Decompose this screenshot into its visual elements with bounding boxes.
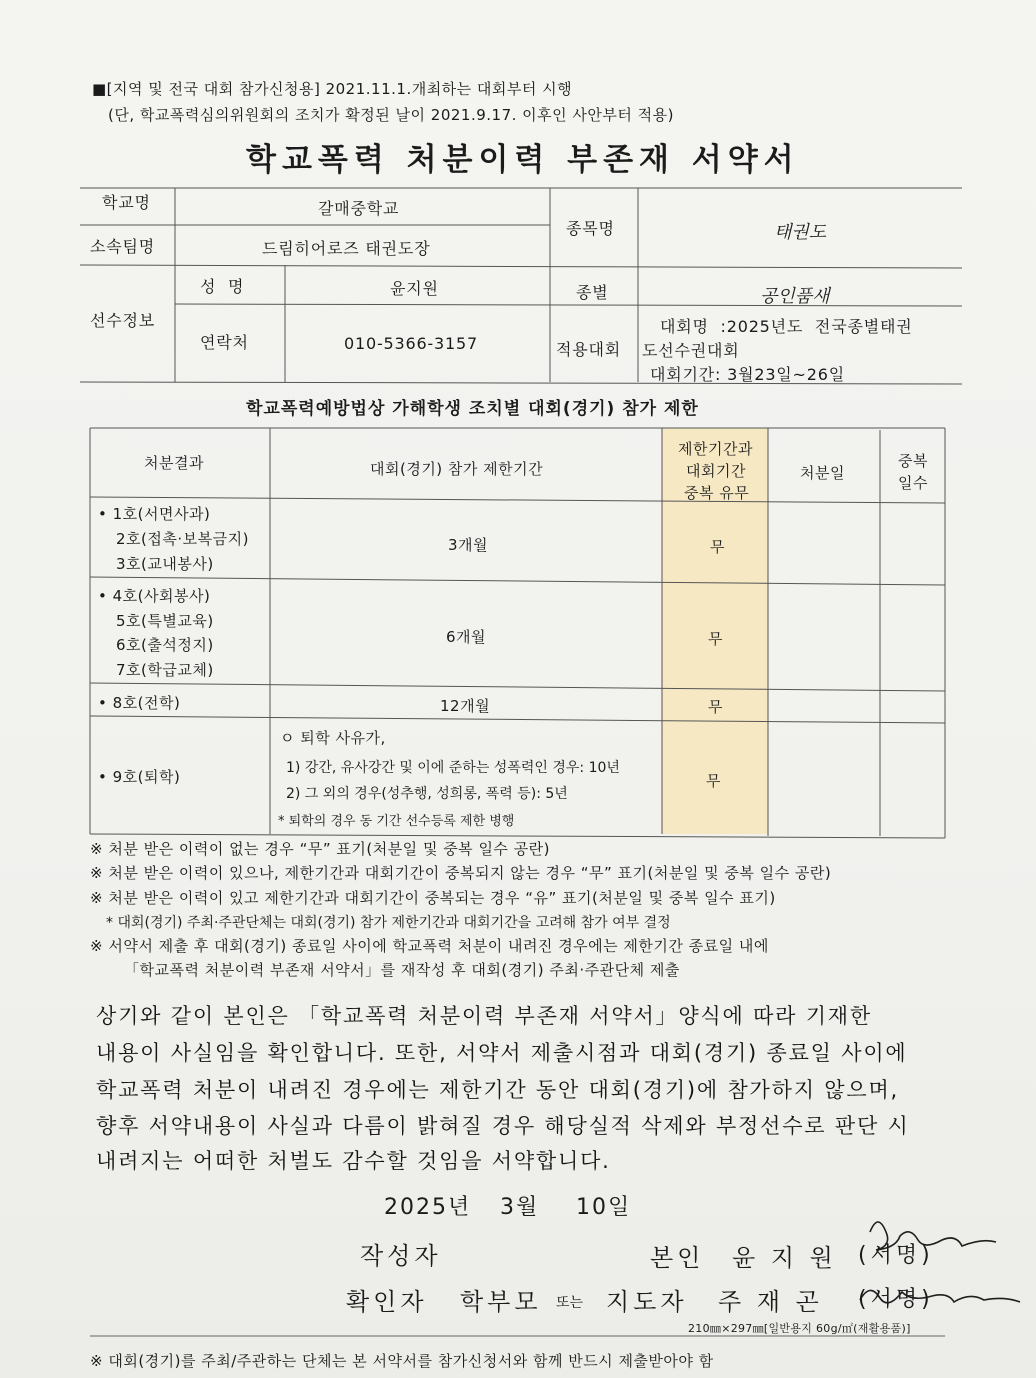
or-label: 또는 [556,1295,584,1311]
applied-competition-label: 적용대회 [556,340,622,359]
guide-sign-label: (서명) [858,1287,934,1312]
self-name: 윤 지 원 [732,1244,837,1272]
class-value: 공인품새 [760,286,830,307]
row3-period: 12개월 [440,697,491,715]
note-6: 「학교폭력 처분이력 부존재 서약서」를 재작성 후 대회(경기) 주최·주관단체 제출 [124,961,680,979]
date-month: 3월 [500,1195,540,1220]
header-days-2: 일수 [898,474,928,492]
note-4: * 대회(경기) 주최·주관단체는 대회(경기) 참가 제한기간과 대회기간을 고려해 참가 여부 결정 [106,915,671,931]
competition-name-1: 대회명 :2025년도 전국종별태권 [660,317,913,336]
parent-label: 학부모 [460,1288,542,1316]
note-3: ※ 처분 받은 이력이 있고 제한기간과 대회기간이 중복되는 경우 “유” 표기(처분일 및 중복 일수 표기) [90,889,776,907]
row1-period: 3개월 [448,536,489,554]
row4-period-line-3: 2) 그 외의 경우(성추행, 성희롱, 폭력 등): 5년 [286,786,568,802]
player-info-label: 선수정보 [90,311,156,330]
row2-item-1: • 4호(사회봉사) [98,587,211,605]
school-label: 학교명 [102,193,151,212]
row1-item-2: 2호(접촉·보복금지) [116,530,249,548]
class-label: 종별 [576,283,609,302]
footer-note: ※ 대회(경기)를 주최/주관하는 단체는 본 서약서를 참가신청서와 함께 반드시 제출받아야 함 [90,1352,714,1370]
row1-overlap: 무 [710,538,725,556]
row2-item-2: 5호(특별교육) [116,612,214,630]
header-overlap-1: 제한기간과 [678,440,753,458]
note-1: ※ 처분 받은 이력이 없는 경우 “무” 표기(처분일 및 중복 일수 공란) [90,840,551,858]
declaration-line-2: 내용이 사실임을 확인합니다. 또한, 서약서 제출시점과 대회(경기) 종료일 사이에 [96,1041,908,1065]
row2-item-4: 7호(학급교체) [116,661,214,679]
row2-overlap: 무 [708,630,723,648]
self-label: 본인 [650,1244,705,1272]
competition-period: 대회기간: 3월23일~26일 [650,365,845,384]
row3-overlap: 무 [708,698,723,716]
row4-overlap: 무 [706,772,721,790]
row1-item-3: 3호(교내봉사) [116,555,214,573]
declaration-line-4: 향후 서약내용이 사실과 다름이 밝혀질 경우 해당실적 삭제와 부정선수로 판단 시 [96,1114,910,1138]
school-value: 갈매중학교 [318,199,400,218]
row4-period-line-4: * 퇴학의 경우 동 기간 선수등록 제한 병행 [278,814,515,829]
guide-name: 주 재 곤 [718,1288,823,1316]
date-day: 10일 [576,1195,632,1220]
self-sign-label: (서명) [858,1243,934,1268]
declaration-line-3: 학교폭력 처분이 내려진 경우에는 제한기간 동안 대회(경기)에 참가하지 않으며, [96,1078,900,1102]
contact-value: 010-5366-3157 [344,334,478,353]
row4-period-line-2: 1) 강간, 유사강간 및 이에 준하는 성폭력인 경우: 10년 [286,760,620,776]
notice-line-2: (단, 학교폭력심의위원회의 조치가 확정된 날이 2021.9.17. 이후인 사안부터 적용) [108,106,674,124]
note-5: ※ 서약서 제출 후 대회(경기) 종료일 사이에 학교폭력 처분이 내려진 경우에는 제한기간 종료일 내에 [90,937,769,955]
team-value: 드림히어로즈 태권도장 [262,239,431,258]
header-days-1: 중복 [898,452,928,470]
row1-item-1: • 1호(서면사과) [98,505,211,523]
event-label: 종목명 [566,219,615,238]
section-subtitle: 학교폭력예방법상 가해학생 조치별 대회(경기) 참가 제한 [246,399,699,419]
writer-label: 작성자 [360,1242,442,1270]
confirm-label: 확인자 [346,1288,428,1316]
header-period: 대회(경기) 참가 제한기간 [370,460,544,478]
row2-item-3: 6호(출석정지) [116,636,214,654]
declaration-line-1: 상기와 같이 본인은 「학교폭력 처분이력 부존재 서약서」양식에 따라 기재한 [96,1004,872,1028]
header-result: 처분결과 [144,454,204,472]
team-label: 소속팀명 [90,237,156,256]
page-title: 학교폭력 처분이력 부존재 서약서 [246,142,800,178]
header-overlap-3: 중복 유무 [684,484,750,502]
row2-period: 6개월 [446,628,487,646]
row3-item-1: • 8호(전학) [98,694,181,712]
row4-item-1: • 9호(퇴학) [98,768,181,786]
header-date: 처분일 [800,464,845,482]
paper-spec: 210㎜×297㎜[일반용지 60g/㎡(재활용품)] [688,1322,911,1335]
name-label: 성 명 [200,277,245,296]
contact-label: 연락처 [200,333,249,352]
row4-period-line-1: ㅇ 퇴학 사유가, [280,729,386,747]
guide-label: 지도자 [606,1288,688,1316]
event-value: 태권도 [774,222,827,243]
note-2: ※ 처분 받은 이력이 있으나, 제한기간과 대회기간이 중복되지 않는 경우 “무” 표기(처분일 및 중복 일수 공란) [90,864,832,882]
date-year: 2025년 [384,1195,472,1220]
declaration-line-5: 내려지는 어떠한 처벌도 감수할 것임을 서약합니다. [96,1149,611,1173]
name-value: 윤지원 [390,279,439,298]
competition-name-2: 도선수권대회 [642,341,740,360]
header-overlap-2: 대회기간 [686,462,746,480]
notice-line-1: ■[지역 및 전국 대회 참가신청용] 2021.11.1.개최하는 대회부터 시행 [92,80,573,98]
